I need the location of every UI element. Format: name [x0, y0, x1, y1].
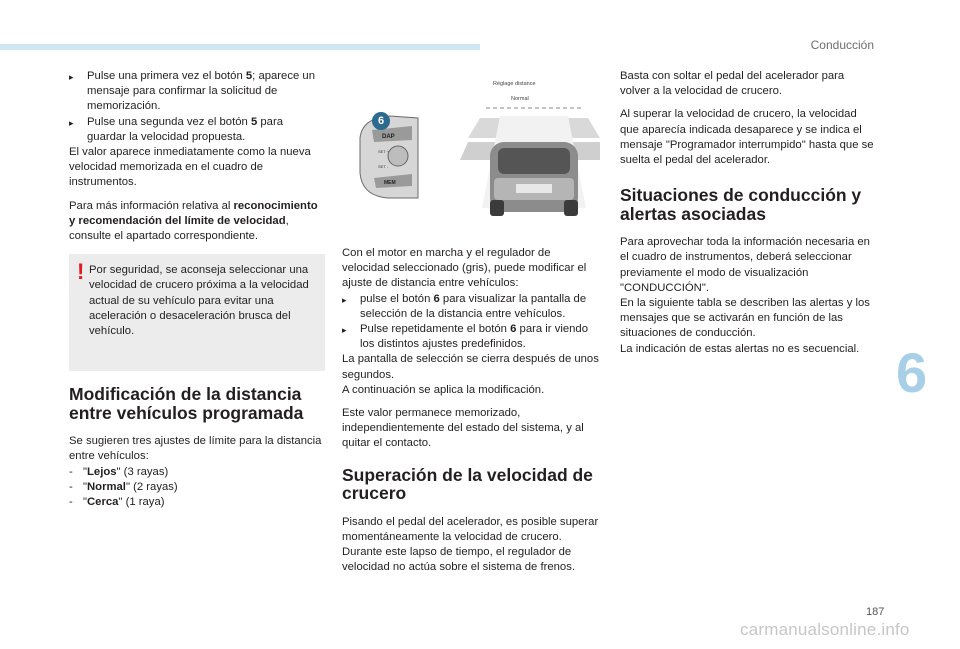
section-title: Conducción: [810, 38, 874, 52]
chapter-number: 6: [896, 341, 928, 404]
screen-subtitle: Normal: [511, 96, 529, 102]
exclamation-icon: !: [77, 259, 85, 285]
svg-text:MEM: MEM: [384, 180, 396, 186]
heading-overspeed: Superación de la velocidad de crucero: [342, 464, 593, 504]
arrow-bullet-icon: ▸: [342, 294, 347, 305]
list-item: ▸ Pulse una segunda vez el botón 5 para guardar la velocidad propuesta.: [69, 115, 325, 145]
warning-box: [69, 254, 325, 371]
heading-situations: Situaciones de conducción y alertas asociadas: [620, 185, 862, 224]
arrow-bullet-icon: ▸: [69, 117, 74, 128]
svg-text:DAP: DAP: [382, 134, 395, 140]
paragraph: Este valor permanece memorizado, independientemente del estado del sistema, y al quitar el contacto.: [342, 407, 584, 450]
list-item: ▸ Pulse repetidamente el botón 6 para ir viendo los distintos ajustes predefinidos.: [342, 322, 600, 352]
paragraph: Para aprovechar toda la información necesaria en el cuadro de instrumentos, deberá seleccionar previamente el modo de visualización "CONDUCCIÓN".: [620, 236, 870, 294]
svg-text:SET -: SET -: [378, 164, 389, 169]
paragraph: Se sugieren tres ajustes de límite para la distancia entre vehículos:: [69, 435, 322, 463]
column-left: [69, 69, 325, 510]
paragraph: Basta con soltar el pedal del acelerador para volver a la velocidad de crucero.: [620, 70, 845, 98]
paragraph: A continuación se aplica la modificación.: [342, 383, 545, 396]
column-right: [620, 69, 876, 365]
header-bar: [0, 44, 480, 50]
list-item: - "Cerca" (1 raya): [69, 496, 165, 509]
paragraph: Para más información relativa al reconocimiento y recomendación del límite de velocidad, consulte el apartado correspondiente.: [69, 199, 318, 243]
list-item: ▸ pulse el botón 6 para visualizar la pantalla de selección de la distancia entre vehículos.: [342, 292, 600, 322]
paragraph: Al superar la velocidad de crucero, la velocidad que aparecía indicada desaparece y se indica el mensaje "Programador interrumpido" hasta que se suelta el pedal del acelerador.: [620, 108, 874, 167]
column-middle: [342, 246, 600, 583]
screen-title: Réglage distance: [493, 81, 536, 87]
watermark: carmanualsonline.info: [740, 620, 910, 639]
instrument-display: [460, 108, 600, 216]
distance-setting-illustration: [350, 78, 600, 238]
button-6-badge: 6: [372, 112, 390, 130]
warning-text: Por seguridad, se aconseja seleccionar una velocidad de crucero próxima a la velocidad actual de su vehículo para evitar una aceleración o desaceleración brusca del vehículo.: [89, 264, 309, 338]
paragraph: Con el motor en marcha y el regulador de velocidad seleccionado (gris), puede modificar el ajuste de distancia entre vehículos:: [342, 247, 587, 290]
paragraph: Pisando el pedal del acelerador, es posible superar momentáneamente la velocidad de crucero.: [342, 515, 599, 543]
list-item: ▸ Pulse una primera vez el botón 5; aparece un mensaje para confirmar la solicitud de memorización.: [69, 69, 325, 115]
page-number: 187: [866, 606, 885, 618]
paragraph: La indicación de estas alertas no es secuencial.: [620, 342, 860, 355]
list-item: - "Lejos" (3 rayas): [69, 465, 169, 478]
paragraph: La pantalla de selección se cierra después de unos segundos.: [342, 353, 599, 381]
paragraph: Durante este lapso de tiempo, el regulador de velocidad no actúa sobre el sistema de frenos.: [342, 546, 575, 574]
steering-control: [360, 116, 418, 198]
paragraph: El valor aparece inmediatamente como la nueva velocidad memorizada en el cuadro de instrumentos.: [69, 146, 311, 189]
svg-text:SET +: SET +: [378, 149, 390, 154]
arrow-bullet-icon: ▸: [69, 72, 74, 82]
heading-distance: Modificación de la distancia entre vehículos programada: [69, 384, 304, 423]
arrow-bullet-icon: ▸: [342, 325, 347, 336]
paragraph: En la siguiente tabla se describen las alertas y los mensajes que se activarán en función de las situaciones de conducción.: [620, 297, 870, 340]
list-item: - "Normal" (2 rayas): [69, 480, 178, 493]
